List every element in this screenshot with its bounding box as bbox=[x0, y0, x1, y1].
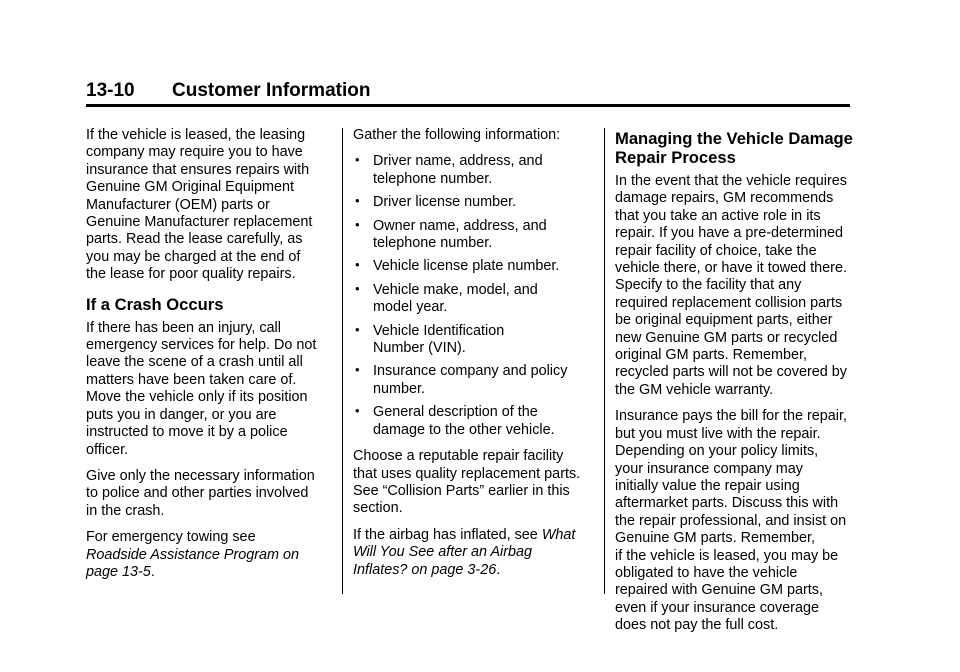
text-line: In the event that the vehicle requires bbox=[615, 173, 847, 189]
text-line: new Genuine GM parts or recycled bbox=[615, 329, 838, 346]
text-line: Genuine Manufacturer replacement bbox=[86, 214, 313, 231]
bullet-dot-icon: • bbox=[355, 193, 360, 209]
list-item bbox=[353, 404, 593, 439]
text-line: telephone number. bbox=[373, 170, 493, 187]
text-line: Vehicle license plate number. bbox=[373, 258, 560, 275]
towing-paragraph bbox=[86, 529, 336, 581]
text-line: obligated to have the vehicle bbox=[615, 564, 798, 581]
bullet-dot-icon: • bbox=[355, 403, 360, 419]
list-item bbox=[353, 153, 593, 188]
bullet-dot-icon: • bbox=[355, 321, 360, 337]
info-list bbox=[353, 153, 593, 439]
list-item bbox=[353, 363, 593, 398]
text-line: initially value the repair using bbox=[615, 477, 800, 494]
column-divider-2 bbox=[604, 128, 605, 594]
lease-paragraph bbox=[86, 127, 336, 284]
column-divider-1 bbox=[342, 128, 343, 594]
text-line: Manufacturer (OEM) parts or bbox=[86, 196, 270, 213]
text-line: Number (VIN). bbox=[373, 340, 466, 357]
text-line: repair. If you have a pre-determined bbox=[615, 225, 843, 242]
text-line: model year. bbox=[373, 299, 448, 316]
text-line: aftermarket parts. Discuss this with bbox=[615, 495, 839, 512]
text-line: Insurance company and policy bbox=[373, 363, 568, 380]
list-item bbox=[353, 218, 593, 253]
airbag-page-link[interactable]: Inflates? on page 3-26 bbox=[353, 561, 497, 578]
text-line: does not pay the full cost. bbox=[615, 617, 779, 634]
column-2 bbox=[353, 127, 593, 588]
text-line: If the vehicle is leased, the leasing bbox=[86, 127, 306, 143]
text-line: Move the vehicle only if its position bbox=[86, 389, 308, 406]
bullet-dot-icon: • bbox=[355, 362, 360, 378]
airbag-link[interactable]: What bbox=[541, 526, 576, 543]
text-line: Genuine GM parts. Remember, bbox=[615, 530, 815, 547]
text-line: required replacement collision parts bbox=[615, 294, 843, 311]
damage-repair-heading bbox=[615, 129, 855, 167]
text-line: Choose a reputable repair facility bbox=[353, 448, 564, 465]
text-line: even if your insurance coverage bbox=[615, 599, 819, 616]
text-segment: If the airbag has inflated, see bbox=[353, 526, 542, 543]
list-item bbox=[353, 282, 593, 317]
bullet-dot-icon: • bbox=[355, 152, 360, 168]
text-line: if the vehicle is leased, you may be bbox=[615, 547, 839, 564]
text-line: officer. bbox=[86, 441, 129, 458]
text-line: Vehicle make, model, and bbox=[373, 281, 538, 298]
text-line: the GM vehicle warranty. bbox=[615, 381, 774, 398]
text-line: you may be charged at the end of bbox=[86, 248, 301, 265]
page-header bbox=[86, 80, 850, 108]
roadside-link-line-2[interactable] bbox=[86, 564, 336, 581]
text-line: Driver license number. bbox=[373, 194, 517, 211]
section-title: Customer Information bbox=[172, 80, 371, 101]
text-line: If there has been an injury, call bbox=[86, 319, 281, 336]
header-rule bbox=[86, 104, 850, 107]
repair-paragraph bbox=[615, 173, 855, 399]
text-line: Driver name, address, and bbox=[373, 153, 543, 170]
text-line: Specify to the facility that any bbox=[615, 277, 802, 294]
text-line: recycled parts will not be covered by bbox=[615, 364, 847, 381]
text-line: matters have been taken care of. bbox=[86, 371, 297, 388]
gather-intro: Gather the following information: bbox=[353, 127, 561, 143]
text-line: See “Collision Parts” earlier in this bbox=[353, 482, 570, 499]
text-line: vehicle there, or have it towed there. bbox=[615, 260, 847, 277]
column-1 bbox=[86, 127, 336, 590]
text-line: in the crash. bbox=[86, 502, 165, 519]
text-line: For emergency towing see bbox=[86, 529, 256, 546]
text-line: Vehicle Identification bbox=[373, 322, 505, 339]
text-line: the lease for poor quality repairs. bbox=[86, 266, 296, 283]
insurance-paragraph bbox=[615, 408, 855, 634]
list-item bbox=[353, 323, 593, 358]
text-line: damage to the other vehicle. bbox=[373, 421, 555, 438]
text-line: Depending on your policy limits, bbox=[615, 443, 819, 460]
crash-paragraph bbox=[86, 320, 336, 459]
info-paragraph bbox=[86, 468, 336, 520]
period: . bbox=[496, 561, 501, 578]
airbag-link[interactable]: Will You See after an Airbag bbox=[353, 544, 533, 561]
text-line: your insurance company may bbox=[615, 460, 803, 477]
text-line: repaired with Genuine GM parts, bbox=[615, 582, 823, 599]
text-line: puts you in danger, or you are bbox=[86, 406, 277, 423]
page-number: 13-10 bbox=[86, 80, 135, 101]
bullet-dot-icon: • bbox=[355, 280, 360, 296]
text-line: Give only the necessary information bbox=[86, 467, 315, 484]
text-line: damage repairs, GM recommends bbox=[615, 190, 834, 207]
roadside-page-link[interactable]: page 13-5 bbox=[86, 563, 151, 580]
list-item bbox=[353, 258, 593, 275]
text-line: Genuine GM Original Equipment bbox=[86, 179, 294, 196]
text-line: be original equipment parts, either bbox=[615, 312, 833, 329]
crash-heading: If a Crash Occurs bbox=[86, 294, 224, 314]
text-line: original GM parts. Remember, bbox=[615, 347, 807, 364]
text-line: parts. Read the lease carefully, as bbox=[86, 231, 303, 248]
heading-line: Managing the Vehicle Damage bbox=[615, 129, 853, 148]
heading-line: Repair Process bbox=[615, 148, 736, 167]
period: . bbox=[150, 563, 155, 580]
text-line: to police and other parties involved bbox=[86, 485, 309, 502]
text-line: Owner name, address, and bbox=[373, 217, 547, 234]
text-line: that uses quality replacement parts. bbox=[353, 465, 581, 482]
roadside-link-line[interactable] bbox=[86, 547, 336, 564]
text-line: emergency services for help. Do not bbox=[86, 337, 317, 354]
text-line: but you must live with the repair. bbox=[615, 425, 821, 442]
text-line: that you take an active role in its bbox=[615, 207, 821, 224]
airbag-line-3[interactable] bbox=[353, 562, 593, 579]
text-line: section. bbox=[353, 500, 403, 517]
text-line: Insurance pays the bill for the repair, bbox=[615, 408, 847, 425]
text-line: General description of the bbox=[373, 404, 538, 421]
text-line: instructed to move it by a police bbox=[86, 424, 288, 441]
text-line: number. bbox=[373, 380, 425, 397]
text-line: insurance that ensures repairs with bbox=[86, 161, 310, 178]
repair-facility-paragraph bbox=[353, 448, 593, 518]
bullet-dot-icon: • bbox=[355, 216, 360, 232]
airbag-line-1 bbox=[353, 527, 593, 544]
text-line: leave the scene of a crash until all bbox=[86, 354, 303, 371]
column-3 bbox=[615, 127, 855, 644]
airbag-paragraph bbox=[353, 527, 593, 579]
airbag-line-2[interactable] bbox=[353, 544, 593, 561]
bullet-dot-icon: • bbox=[355, 257, 360, 273]
text-line: company may require you to have bbox=[86, 144, 303, 161]
roadside-link[interactable]: Roadside Assistance Program on bbox=[86, 546, 300, 563]
text-line: telephone number. bbox=[373, 235, 493, 252]
text-line: the repair professional, and insist on bbox=[615, 512, 847, 529]
text-line: repair facility of choice, take the bbox=[615, 242, 817, 259]
list-item bbox=[353, 194, 593, 211]
